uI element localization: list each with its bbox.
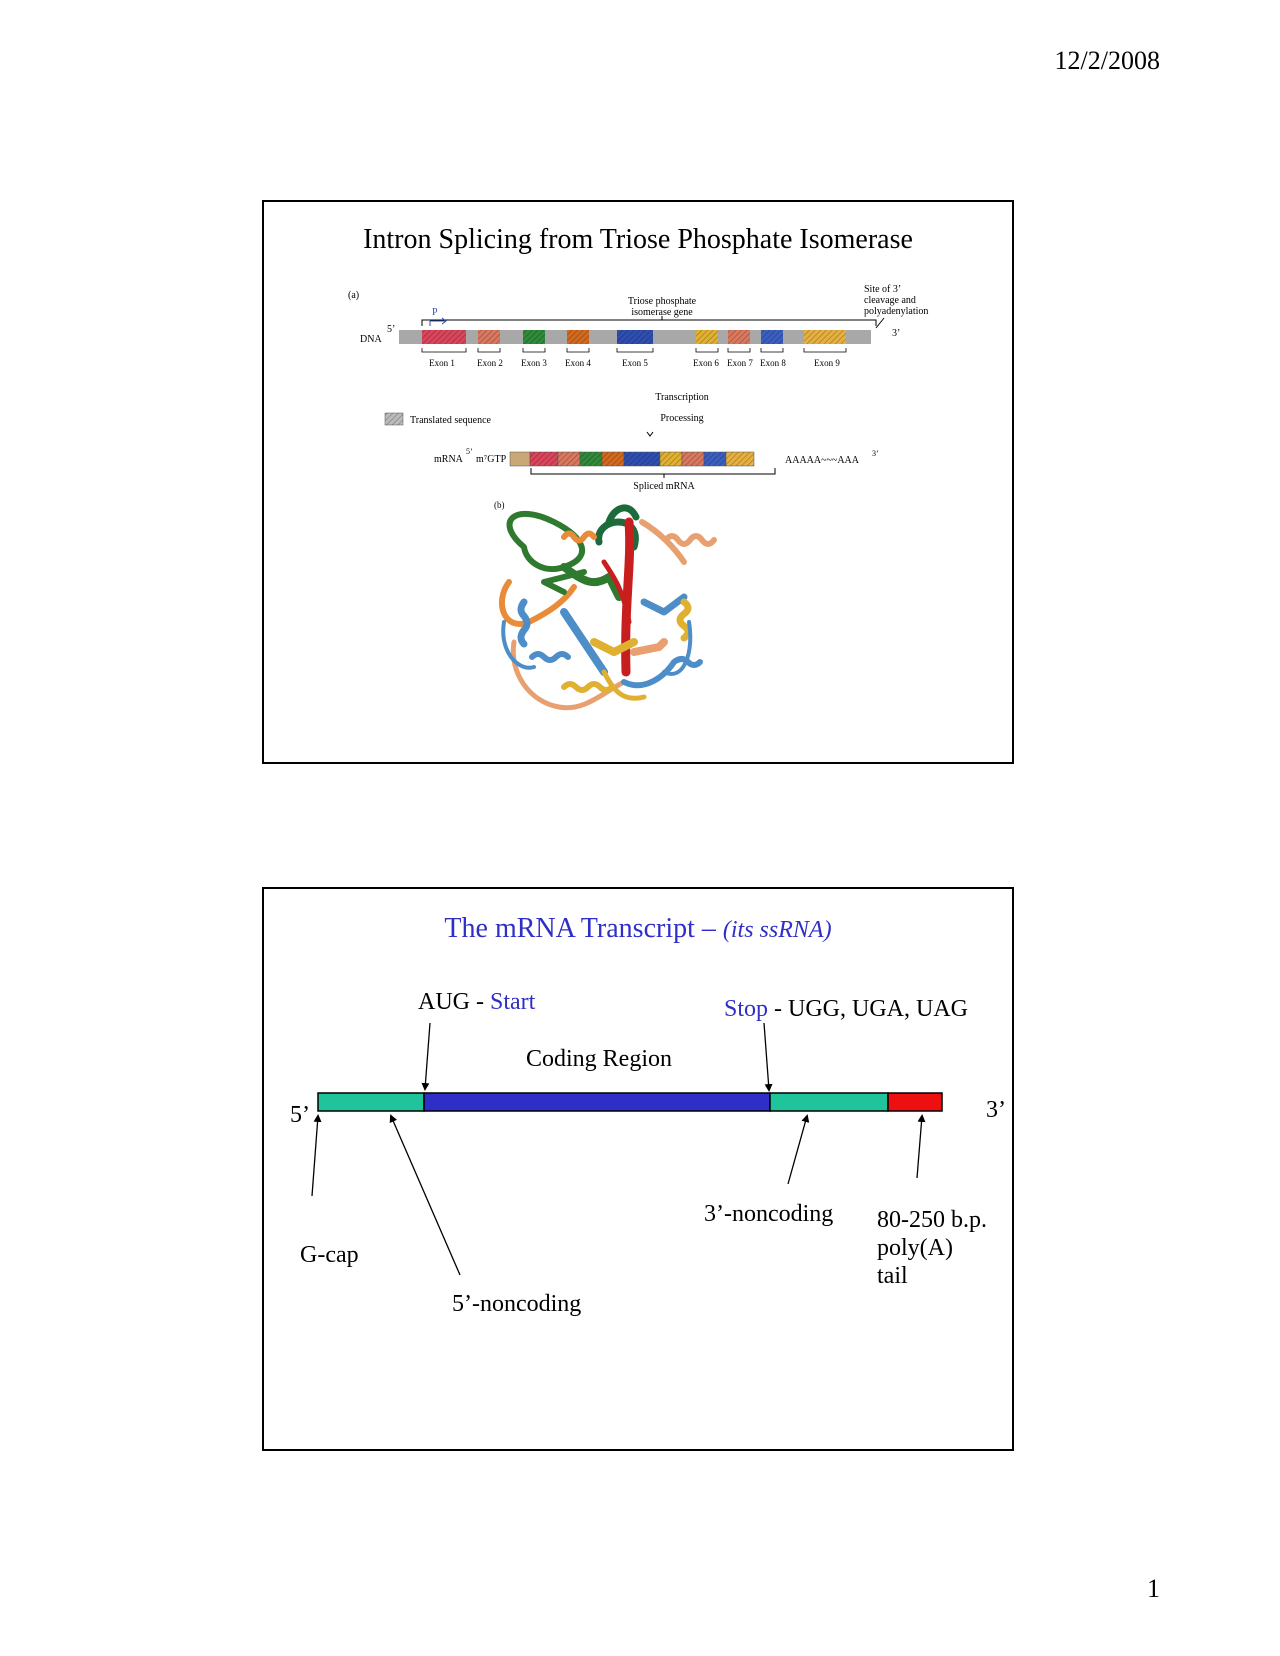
exon-label-4: Exon 4 [565,358,591,368]
site-label-2: cleavage and [864,295,916,306]
exon-label-1: Exon 1 [429,358,455,368]
mrna-exon-hatch-8 [704,452,726,466]
promoter-label: P [432,307,438,318]
mrna-3prime: 3’ [872,449,879,458]
slide2-title-italic: (its ssRNA) [722,917,832,943]
exon-bracket-6 [696,348,718,352]
coding-segment [424,1093,770,1111]
slide2-title [264,913,1012,945]
slide-mrna-transcript [262,887,1014,1451]
site-pointer [876,318,884,328]
five-noncoding-label: 5’-noncoding [452,1291,582,1317]
mrna-label: mRNA [434,454,463,465]
mrna-exon-hatch-2 [558,452,580,466]
mrna-exon-hatch-5 [624,452,660,466]
polya-segment [888,1093,942,1111]
mrna-exon-hatch-1 [530,452,558,466]
processing-label: Processing [660,413,704,424]
polya-word-label: poly(A) [877,1235,953,1261]
polya-arrow [917,1116,922,1178]
mrna-5prime: 5’ [466,447,473,456]
exon-label-8: Exon 8 [760,358,786,368]
mrna-transcript-diagram [264,889,1012,1449]
start-arrow [425,1023,430,1089]
dna-exon-hatch-8 [761,330,783,344]
site-label-1: Site of 3’ [864,284,902,295]
panel-b-label: (b) [494,500,505,510]
exon-bracket-2 [478,348,500,352]
stop-word: Stop [724,996,769,1022]
dna-5prime: 5’ [387,324,396,335]
slide2-title-main: The mRNA Transcript – [444,913,723,944]
dna-exon-hatch-2 [478,330,500,344]
polya-label: AAAAA~~~AAA [785,455,860,466]
spliced-bracket [531,468,775,478]
gcap-label: G-cap [300,1242,359,1268]
three-prime-label: 3’ [986,1097,1006,1123]
gcap-arrow [312,1116,318,1196]
exon-bracket-8 [761,348,783,352]
promoter-arrow-icon [430,318,446,326]
protein-structure-image [502,508,714,708]
five-noncoding-arrow [391,1116,460,1275]
three-noncoding-arrow [788,1116,807,1184]
transcription-label: Transcription [655,392,709,403]
gene-label-1: Triose phosphate [627,296,697,307]
legend-translated-label: Translated sequence [410,415,491,426]
legend-swatch-hatch [385,413,403,425]
processing-arrow-icon [647,432,653,436]
polya-length-label: 80-250 b.p. [877,1207,987,1233]
mrna-exon-hatch-7 [682,452,704,466]
exon-bracket-4 [567,348,589,352]
dna-exon-hatch-3 [523,330,545,344]
gene-label-2: isomerase gene [631,307,693,318]
stop-arrow [764,1023,769,1090]
exon-bracket-3 [523,348,545,352]
dna-exons [422,330,846,344]
exon-label-6: Exon 6 [693,358,719,368]
dna-exon-hatch-9 [804,330,846,344]
exon-label-9: Exon 9 [814,358,840,368]
stop-suffix: - UGG, UGA, UAG [768,996,968,1022]
three-utr-segment [770,1093,888,1111]
mrna-exon-hatch-3 [580,452,602,466]
mrna-exon-hatch-4 [602,452,624,466]
start-codon-label [418,989,535,1016]
exon-label-3: Exon 3 [521,358,547,368]
tail-label: tail [877,1263,908,1289]
page-date: 12/2/2008 [1054,46,1160,75]
exon-label-2: Exon 2 [477,358,503,368]
exon-bracket-1 [422,348,466,352]
three-noncoding-label: 3’-noncoding [704,1201,834,1227]
mrna-exon-hatch-6 [660,452,682,466]
exon-bracket-9 [804,348,846,352]
site-label-3: polyadenylation [864,306,929,317]
start-prefix: AUG - [418,989,490,1015]
slide1-title: Intron Splicing from Triose Phosphate Isomerase [363,224,913,255]
mrna-exon-hatch-9 [726,452,754,466]
dna-exon-hatch-6 [696,330,718,344]
mrna-bar [510,452,754,466]
exon-bracket-7 [728,348,750,352]
start-word: Start [490,989,536,1015]
panel-a-label: (a) [348,290,360,301]
mrna-cap-segment [510,452,530,466]
dna-label: DNA [360,334,382,345]
exon-brackets [422,348,846,368]
slide-intron-splicing [262,200,1014,764]
spliced-label: Spliced mRNA [633,481,695,492]
exon-label-7: Exon 7 [727,358,753,368]
coding-region-label: Coding Region [526,1046,673,1072]
five-utr-segment [318,1093,424,1111]
dna-3prime: 3’ [892,328,901,339]
dna-exon-hatch-4 [567,330,589,344]
stop-codon-label [724,996,968,1023]
page-number: 1 [1147,1574,1160,1603]
five-prime-label: 5’ [290,1102,310,1128]
intron-splicing-diagram [264,202,1012,762]
cap-label: m⁷GTP [476,454,507,465]
dna-exon-hatch-5 [617,330,653,344]
exon-label-5: Exon 5 [622,358,648,368]
dna-exon-hatch-1 [422,330,466,344]
dna-exon-hatch-7 [728,330,750,344]
exon-bracket-5 [617,348,653,352]
